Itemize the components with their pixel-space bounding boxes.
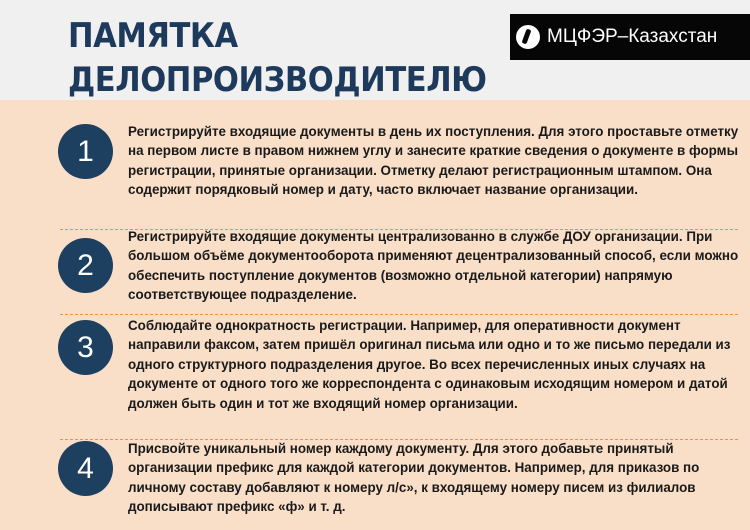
step-text: Присвойте уникальный номер каждому документу. Для этого добавьте принятый организации префикс для каждой категории документов. Например, для приказов по личному составу добавляют к номеру л/с», к входящему номеру писем из филиалов дописывают префикс «ф» и т. д. [128,441,700,515]
step-number-badge: 1 [58,124,113,179]
page-title [68,14,487,102]
step-text: Регистрируйте входящие документы в день их поступления. Для этого проставьте отметку на первом листе в правом нижнем углу и занесите краткие сведения о документе в формы регистрации, принятые организации. Отметку делают регистрационным штампом. Она содержит порядковый номер и дату, часто включает название организации. [128,124,739,198]
step-number-badge: 4 [58,441,113,496]
logo-mark-icon [516,25,540,49]
step-number-badge: 2 [58,238,113,293]
brand-logo [510,14,750,60]
step-number-badge: 3 [58,320,113,375]
step-text: Соблюдайте однократность регистрации. Например, для оперативности документ направили факсом, затем пришёл оригинал письма или одно и то же письмо передали из одного структурного подразделения другое. Во всех перечисленных иных случаях на документе от одного того же корреспондента с одинаковым исходящим номером и датой должен быть один и тот же входящий номер организации. [128,318,731,411]
step-text: Регистрируйте входящие документы централизованно в службе ДОУ организации. При большом объёме документооборота применяют децентрализованный способ, если можно обеспечить поступление документов (возможно отдельной категории) напрямую соответствующее подразделение. [128,229,739,303]
divider [60,314,738,315]
header [0,0,750,100]
logo-text: МЦФЭР–Казахстан [547,26,718,47]
title-line-1: ПАМЯТКА [68,16,238,56]
title-line-2: ДЕЛОПРОИЗВОДИТЕЛЮ [68,60,487,100]
